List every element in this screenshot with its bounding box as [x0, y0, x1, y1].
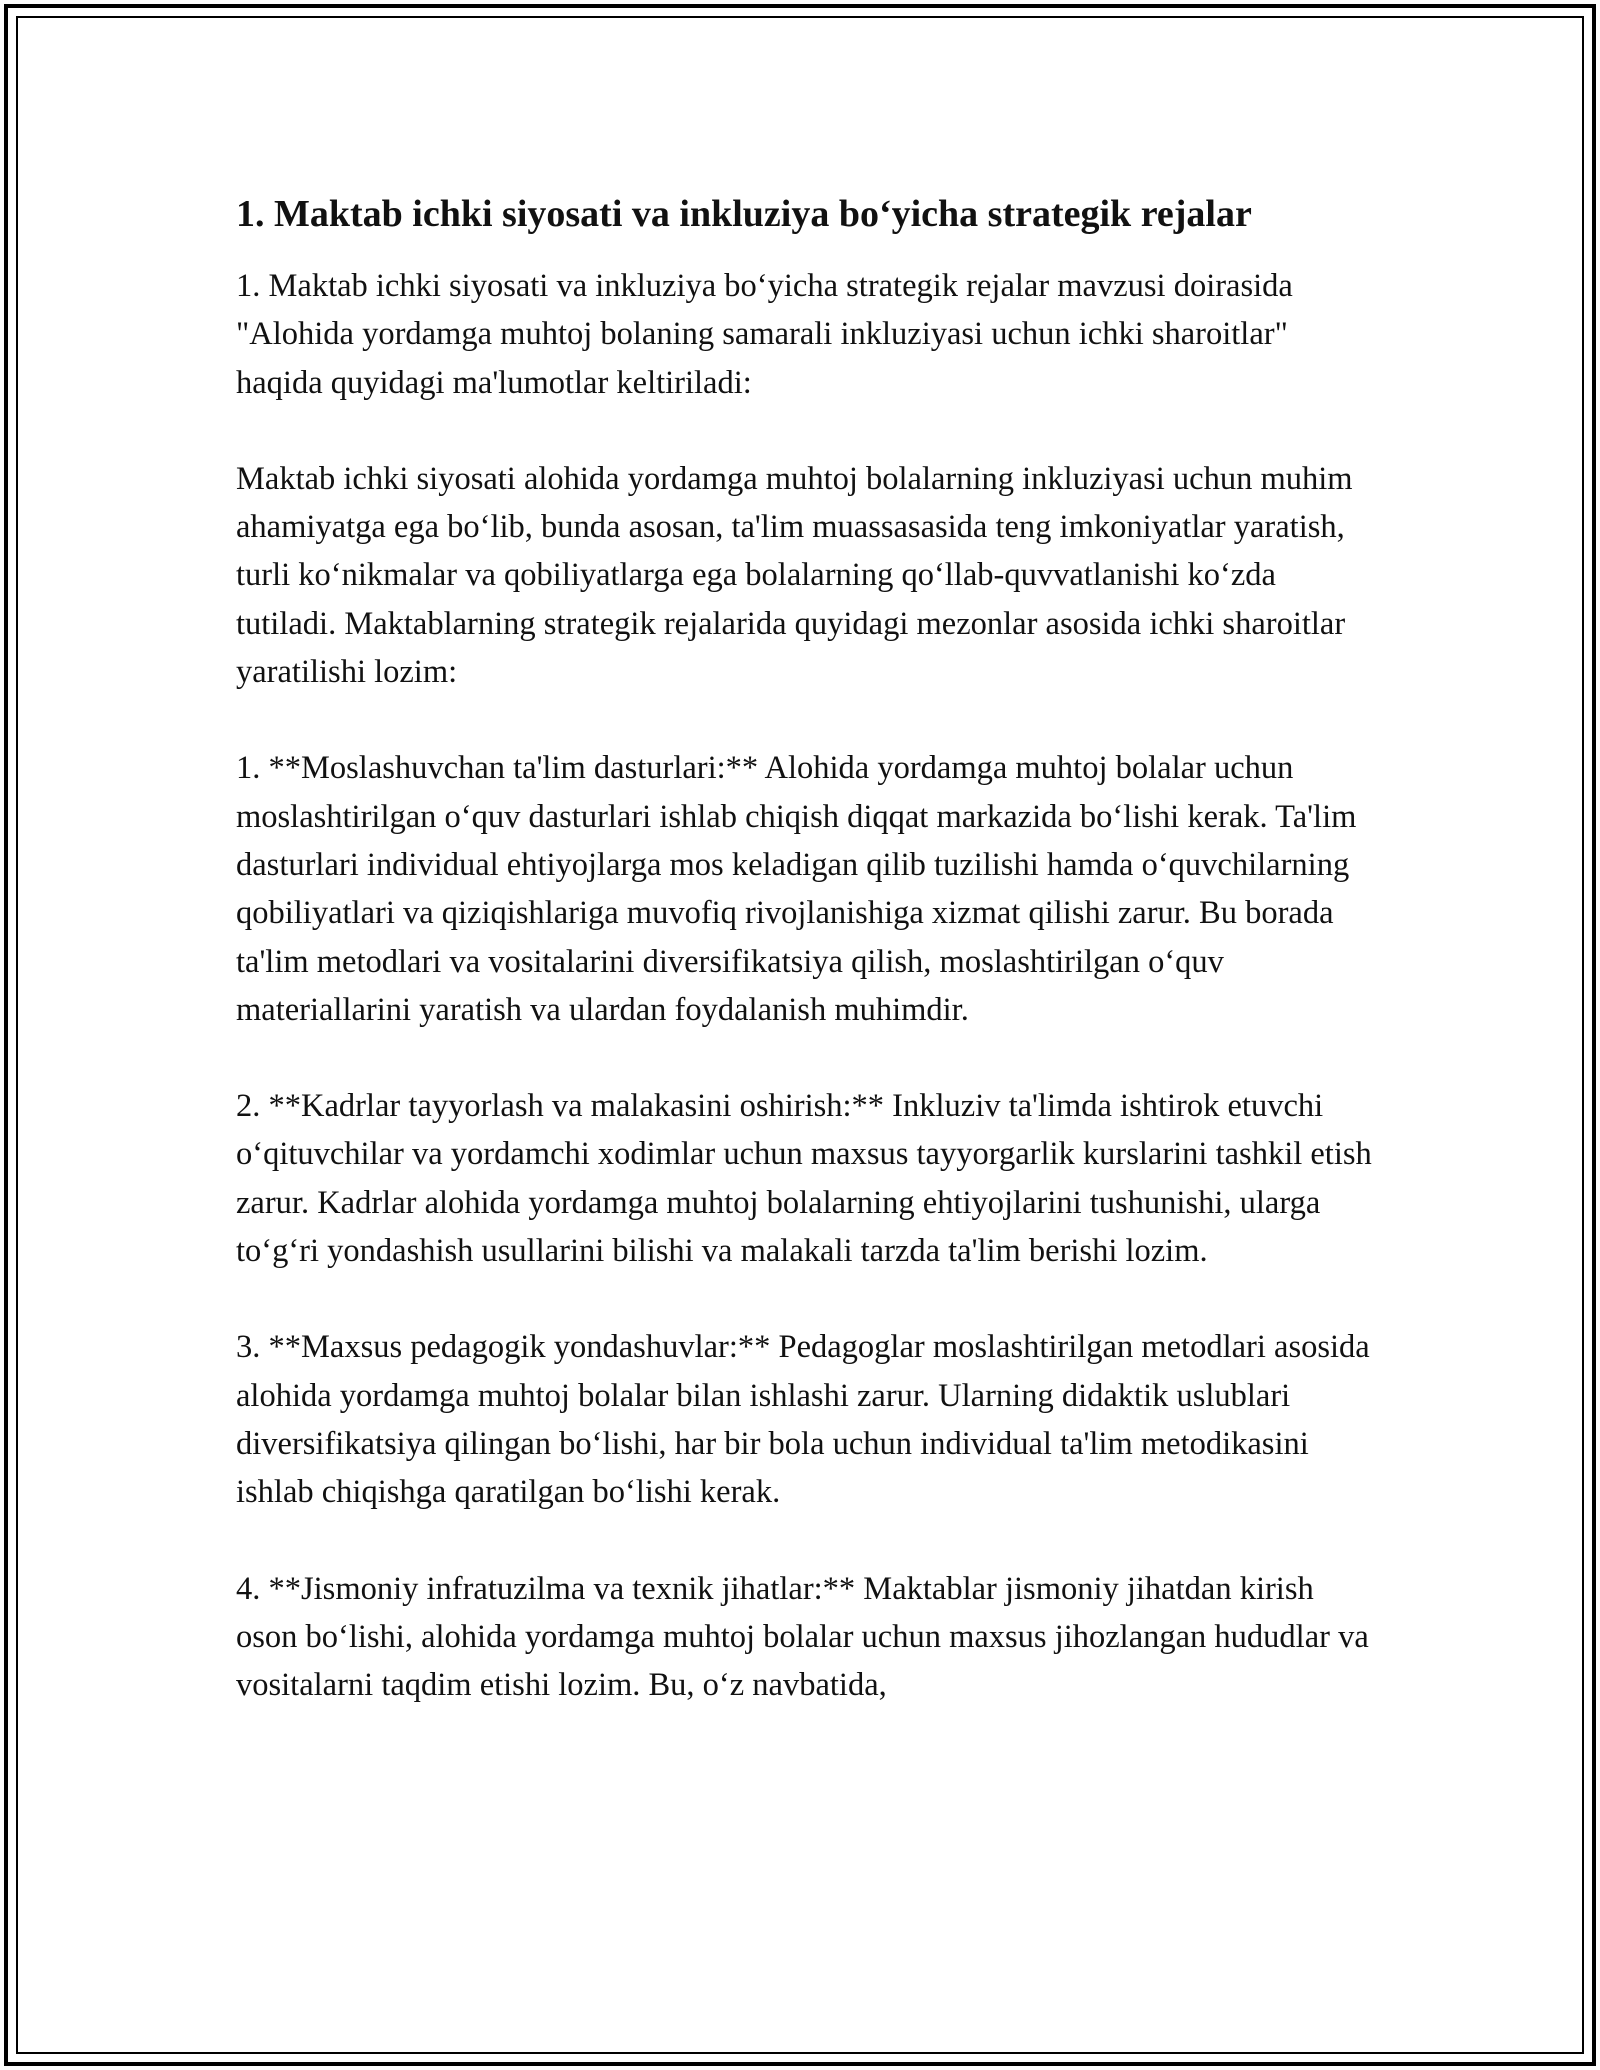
- paragraph-item-3: 3. **Maxsus pedagogik yondashuvlar:** Pedagoglar moslashtirilgan metodlari asosida alohida yordamga muhtoj bolalar bilan ishlashi zarur. Ularning didaktik uslublari diversifikatsiya qilingan bo‘lishi, har bir bola uchun individual ta'lim metodikasini ishlab chiqishga qaratilgan bo‘lishi kerak.: [236, 1329, 1370, 1511]
- paragraph-item-4: 4. **Jismoniy infratuzilma va texnik jihatlar:** Maktablar jismoniy jihatdan kirish oson bo‘lishi, alohida yordamga muhtoj bolalar uchun maxsus jihozlangan hududlar va vositalarni taqdim etishi lozim. Bu, o‘z navbatida,: [236, 1570, 1369, 1704]
- paragraph-school-policy: Maktab ichki siyosati alohida yordamga muhtoj bolalarning inkluziyasi uchun muhim ahamiyatga ega bo‘lib, bunda asosan, ta'lim muassasasida teng imkoniyatlar yaratish, turli ko‘nikmalar va qobiliyatlarga ega bolalarning qo‘llab-quvvatlanishi ko‘zda tutiladi. Maktablarning strategik rejalarida quyidagi mezonlar asosida ichki sharoitlar yaratilishi lozim:: [236, 460, 1353, 691]
- document-body: [236, 186, 1376, 1757]
- paragraph-item-1: 1. **Moslashuvchan ta'lim dasturlari:** Alohida yordamga muhtoj bolalar uchun moslashtirilgan o‘quv dasturlari ishlab chiqish diqqat markazida bo‘lishi kerak. Ta'lim dasturlari individual ehtiyojlarga mos keladigan qilib tuzilishi hamda o‘quvchilarning qobiliyatlari va qiziqishlariga muvofiq rivojlanishiga xizmat qilishi zarur. Bu borada ta'lim metodlari va vositalarini diversifikatsiya qilish, moslashtirilgan o‘quv materiallarini yaratish va ulardan foydalanish muhimdir.: [236, 750, 1357, 1028]
- paragraph-intro: 1. Maktab ichki siyosati va inkluziya bo‘yicha strategik rejalar mavzusi doirasida "Alohida yordamga muhtoj bolaning samarali inkluziyasi uchun ichki sharoitlar" haqida quyidagi ma'lumotlar keltiriladi:: [236, 268, 1293, 401]
- document-title: 1. Maktab ichki siyosati va inkluziya bo‘yicha strategik rejalar: [236, 193, 1252, 235]
- paragraph-item-2: 2. **Kadrlar tayyorlash va malakasini oshirish:** Inkluziv ta'limda ishtirok etuvchi o‘qituvchilar va yordamchi xodimlar uchun maxsus tayyorgarlik kurslarini tashkil etish zarur. Kadrlar alohida yordamga muhtoj bolalarning ehtiyojlarini tushunishi, ularga to‘g‘ri yondashish usullarini bilishi va malakali tarzda ta'lim berishi lozim.: [236, 1088, 1372, 1270]
